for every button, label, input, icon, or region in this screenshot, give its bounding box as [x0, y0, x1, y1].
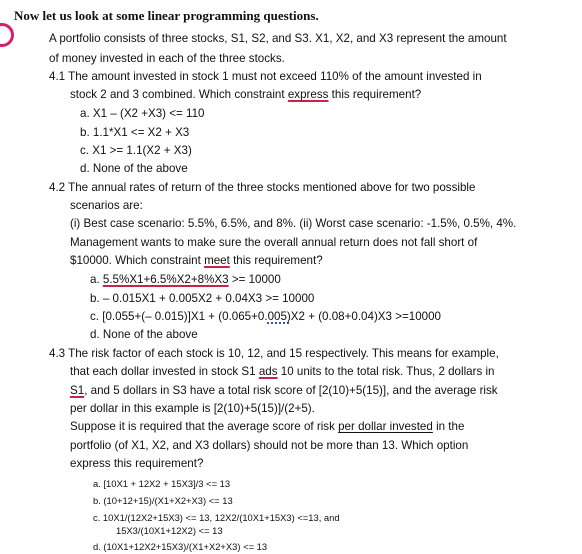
q41-line-2: stock 2 and 3 combined. Which constraint express this requirement?: [70, 88, 422, 101]
q42-line-5: $10000. Which constraint meet this requirement?: [70, 254, 323, 267]
q42-line-2: scenarios are:: [70, 199, 143, 212]
intro-line-1: A portfolio consists of three stocks, S1, S2, and S3. X1, X2, and X3 represent the amount: [49, 32, 507, 45]
q43-line-1: 4.3 The risk factor of each stock is 10, 12, and 15 respectively. This means for example,: [49, 347, 499, 360]
q43-line-5: Suppose it is required that the average score of risk per dollar invested in the: [70, 420, 465, 433]
q43-option-c: c. 10X1/(12X2+15X3) <= 13, 12X2/(10X1+15X3) <=13, and: [93, 512, 340, 523]
q41-option-d: d. None of the above: [80, 162, 188, 175]
q43-option-a: a. [10X1 + 12X2 + 15X3]/3 <= 13: [93, 478, 231, 489]
page-heading: Now let us look at some linear programming questions.: [14, 8, 319, 23]
q43-line-2: that each dollar invested in stock S1 ads 10 units to the total risk. Thus, 2 dollars in: [70, 365, 495, 378]
q43-line-6: portfolio (of X1, X2, and X3 dollars) should not be more than 13. Which option: [70, 439, 469, 452]
q41-option-a: a. X1 – (X2 +X3) <= 110: [80, 107, 205, 120]
q42-option-c: c. [0.055+(– 0.015)]X1 + (0.065+0.005)X2 + (0.08+0.04)X3 >=10000: [90, 310, 441, 323]
q41-line-1: 4.1 The amount invested in stock 1 must not exceed 110% of the amount invested in: [49, 70, 482, 83]
q41-option-b: b. 1.1*X1 <= X2 + X3: [80, 126, 190, 139]
q42-line-1: 4.2 The annual rates of return of the three stocks mentioned above for two possible: [49, 181, 476, 194]
q43-line-3: S1, and 5 dollars in S3 have a total risk score of [2(10)+5(15)], and the average risk: [70, 384, 498, 397]
q42-option-a: a. 5.5%X1+6.5%X2+8%X3 >= 10000: [90, 273, 281, 286]
intro-line-2: of money invested in each of the three stocks.: [49, 52, 285, 65]
q43-line-4: per dollar in this example is [2(10)+5(15)]/(2+5).: [70, 402, 315, 415]
q43-option-c-continued: 15X3/(10X1+12X2) <= 13: [116, 525, 223, 536]
q43-option-b: b. (10+12+15)/(X1+X2+X3) <= 13: [93, 495, 233, 506]
bullet-marker-icon: [0, 23, 14, 47]
q42-line-3: (i) Best case scenario: 5.5%, 6.5%, and 8%. (ii) Worst case scenario: -1.5%, 0.5%, 4%.: [70, 217, 517, 230]
q42-option-d: d. None of the above: [90, 328, 198, 341]
q43-line-7: express this requirement?: [70, 457, 204, 470]
q43-option-d: d. (10X1+12X2+15X3)/(X1+X2+X3) <= 13: [93, 541, 268, 552]
q42-line-4: Management wants to make sure the overall annual return does not fall short of: [70, 236, 478, 249]
q42-option-b: b. – 0.015X1 + 0.005X2 + 0.04X3 >= 10000: [90, 292, 315, 305]
q41-option-c: c. X1 >= 1.1(X2 + X3): [80, 144, 192, 157]
